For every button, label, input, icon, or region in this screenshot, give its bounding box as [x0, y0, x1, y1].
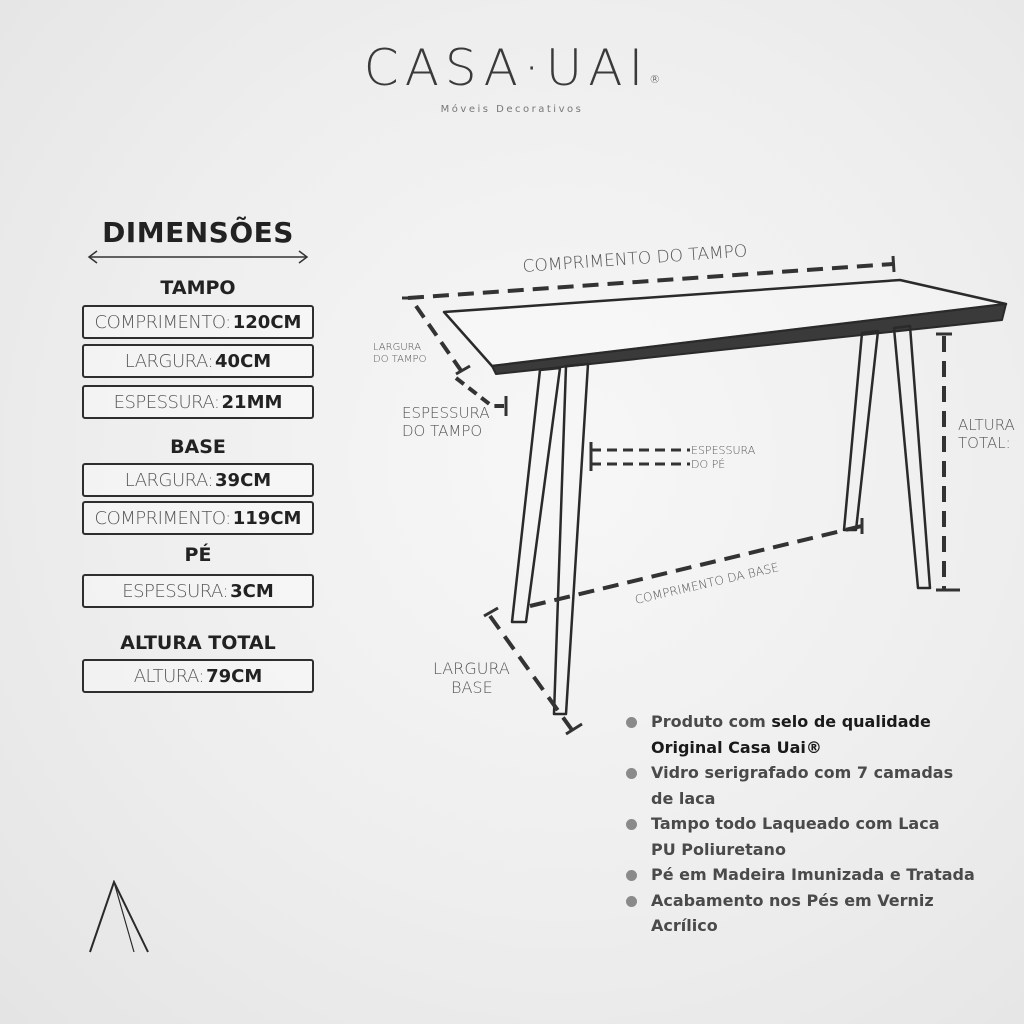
triangle-logo-icon — [88, 880, 150, 954]
section-title-tampo: TAMPO — [160, 277, 236, 299]
feature-item-vidro — [626, 760, 1006, 811]
bullet-icon — [626, 717, 637, 728]
tabletop-outline — [444, 280, 1006, 374]
section-title-pe: PÉ — [184, 544, 212, 566]
dim-value: 39CM — [215, 469, 272, 491]
dim-label: ESPESSURA: — [113, 391, 220, 413]
table-legs — [512, 326, 930, 714]
feature-line-2: PU Poliuretano — [651, 839, 786, 859]
feature-line-1: Acabamento nos Pés em Verniz — [651, 890, 934, 910]
dim-label: COMPRIMENTO: — [94, 507, 231, 529]
dim-label: ESPESSURA: — [122, 580, 229, 602]
brand-name-text: CASA·UAI — [363, 39, 650, 97]
label-comprimento-tampo: COMPRIMENTO DO TAMPO — [521, 241, 748, 277]
bullet-icon — [626, 896, 637, 907]
label-altura-total-2: TOTAL: — [958, 434, 1011, 452]
dim-value: 120CM — [232, 311, 302, 333]
brand-tagline: Móveis Decorativos — [440, 104, 584, 115]
dim-line-espessura-pe — [591, 442, 690, 471]
feature-item-acabamento — [626, 888, 1006, 939]
feature-line-2: de laca — [651, 788, 716, 808]
feature-line-1: Vidro serigrafado com 7 camadas — [651, 763, 954, 782]
dim-line-altura-total — [936, 334, 960, 590]
feature-item-pe — [626, 862, 1006, 888]
section-title-altura-total: ALTURA TOTAL — [120, 632, 276, 654]
dim-value: 40CM — [215, 350, 272, 372]
registered-mark: ® — [649, 73, 661, 86]
label-espessura-pe-1: ESPESSURA — [691, 444, 756, 457]
feature-line-2: Original Casa Uai® — [651, 737, 822, 757]
label-largura-tampo-1: LARGURA — [373, 342, 422, 353]
dim-label: COMPRIMENTO: — [94, 311, 231, 333]
dimensions-title: DIMENSÕES — [102, 216, 294, 249]
dim-label: LARGURA: — [124, 350, 214, 372]
label-espessura-pe-2: DO PÉ — [691, 458, 726, 471]
bullet-icon — [626, 819, 637, 830]
label-largura-base-1: LARGURA — [433, 659, 510, 678]
section-title-base: BASE — [170, 436, 226, 458]
dim-value: 3CM — [230, 580, 274, 602]
label-altura-total-1: ALTURA — [958, 416, 1015, 434]
dim-value: 119CM — [232, 507, 302, 529]
label-comprimento-base: COMPRIMENTO DA BASE — [633, 560, 781, 607]
label-largura-tampo-2: DO TAMPO — [373, 354, 427, 365]
dim-value: 21MM — [221, 391, 283, 413]
feature-line — [651, 709, 1006, 735]
bullet-icon — [626, 768, 637, 779]
feature-item-tampo — [626, 811, 1006, 862]
feature-line-1: Tampo todo Laqueado com Laca — [651, 814, 940, 833]
feature-highlight: selo de qualidade — [771, 712, 931, 731]
dim-label: ALTURA: — [133, 665, 205, 687]
feature-line-2: Acrílico — [651, 916, 718, 935]
label-largura-base-2: BASE — [451, 678, 493, 697]
features-list — [626, 709, 1006, 939]
bullet-icon — [626, 870, 637, 881]
dim-label: LARGURA: — [124, 469, 214, 491]
dim-value: 79CM — [206, 665, 263, 687]
label-espessura-tampo-2: DO TAMPO — [402, 422, 483, 440]
label-espessura-tampo-1: ESPESSURA — [402, 404, 490, 422]
feature-item-quality — [626, 709, 1006, 760]
feature-line-1: Pé em Madeira Imunizada e Tratada — [651, 865, 975, 884]
feature-text: Produto com — [651, 712, 772, 731]
